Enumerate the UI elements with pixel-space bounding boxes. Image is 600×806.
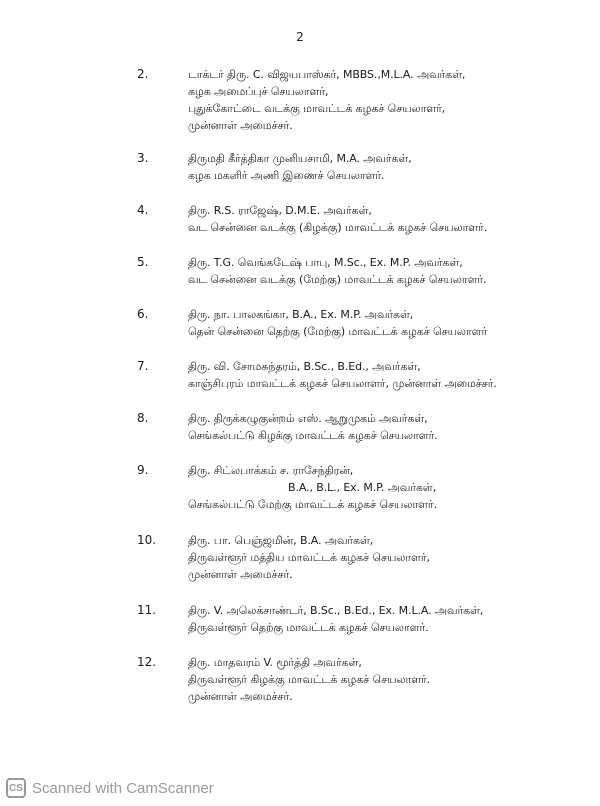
entry-list [0, 66, 600, 718]
page-number: 2 [296, 30, 304, 44]
entry-line: திரு. திருக்கழுகுன்றம் எஸ். ஆறுமுகம் அவர்கள், [188, 412, 428, 425]
list-item [0, 254, 600, 306]
entry-line: காஞ்சிபுரம் மாவட்டக் கழகச் செயலாளர், முன்னாள் அமைச்சர். [188, 377, 497, 390]
entry-line: B.A., B.L., Ex. M.P. அவர்கள், [288, 481, 437, 494]
camscanner-watermark [6, 778, 214, 798]
entry-line: திருவள்ளூர் மத்திய மாவட்டக் கழகச் செயலாளர், [188, 551, 430, 564]
entry-number: 9. [137, 463, 149, 477]
entry-number: 10. [137, 533, 157, 547]
entry-line: டாக்டர் திரு. C. விஜயபாஸ்கர், MBBS.,M.L.A. அவர்கள், [188, 68, 466, 81]
entry-number: 2. [137, 67, 149, 81]
list-item [0, 654, 600, 718]
entry-line: திரு. மாதவரம் V. மூர்த்தி அவர்கள், [188, 656, 362, 669]
entry-line: திரு. R.S. ராஜேஷ், D.M.E. அவர்கள், [188, 204, 372, 217]
entry-number: 6. [137, 307, 149, 321]
list-item [0, 602, 600, 654]
entry-line: கழக மகளிர் அணி இணைச் செயலாளர். [188, 169, 385, 182]
entry-line: திருமதி கீர்த்திகா முனியசாமி, M.A. அவர்கள், [188, 152, 412, 165]
entry-line: திரு. பா. பெஞ்ஜமின், B.A. அவர்கள், [188, 534, 374, 547]
entry-line: செங்கல்பட்டு மேற்கு மாவட்டக் கழகச் செயலாளர். [188, 498, 437, 511]
entry-number: 7. [137, 359, 149, 373]
entry-line: வட சென்னை வடக்கு (மேற்கு) மாவட்டக் கழகச் செயலாளர். [188, 273, 487, 286]
entry-line: தென் சென்னை தெற்கு (மேற்கு) மாவட்டக் கழகச் செயலாளர் [188, 325, 488, 338]
list-item [0, 358, 600, 410]
list-item [0, 410, 600, 462]
list-item [0, 306, 600, 358]
list-item [0, 150, 600, 202]
entry-line: முன்னாள் அமைச்சர். [188, 690, 293, 703]
entry-line: முன்னாள் அமைச்சர். [188, 119, 293, 132]
entry-number: 4. [137, 203, 149, 217]
entry-line: திரு. நா. பாலகங்கா, B.A., Ex. M.P. அவர்கள், [188, 308, 414, 321]
entry-line: திரு. வி. சோமசுந்தரம், B.Sc., B.Ed., அவர்கள், [188, 360, 421, 373]
camscanner-logo-icon: CS [6, 778, 26, 798]
entry-number: 3. [137, 151, 149, 165]
list-item [0, 66, 600, 130]
list-item [0, 532, 600, 602]
entry-line: திரு. V. அலெக்சாண்டர், B.Sc., B.Ed., Ex. M.L.A. அவர்கள், [188, 604, 484, 617]
list-item [0, 202, 600, 254]
entry-line: திருவள்ளூர் தெற்கு மாவட்டக் கழகச் செயலாளர். [188, 621, 429, 634]
entry-line: செங்கல்பட்டு கிழக்கு மாவட்டக் கழகச் செயலாளர். [188, 429, 438, 442]
entry-line: முன்னாள் அமைச்சர். [188, 568, 293, 581]
list-item [0, 462, 600, 532]
entry-number: 5. [137, 255, 149, 269]
watermark-text: Scanned with CamScanner [32, 779, 214, 797]
entry-line: வட சென்னை வடக்கு (கிழக்கு) மாவட்டக் கழகச் செயலாளர். [188, 221, 488, 234]
entry-line: புதுக்கோட்டை வடக்கு மாவட்டக் கழகச் செயலாளர், [188, 102, 446, 115]
entry-number: 12. [137, 655, 157, 669]
entry-line: திரு. T.G. வெங்கடேஷ் பாபு, M.Sc., Ex. M.P. அவர்கள், [188, 256, 463, 269]
entry-line: கழக அமைப்புச் செயலாளர், [188, 85, 329, 98]
entry-line: திரு. சிட்லபாக்கம் ச. ராசேந்திரன், [188, 464, 354, 477]
entry-number: 8. [137, 411, 149, 425]
entry-line: திருவள்ளூர் கிழக்கு மாவட்டக் கழகச் செயலாளர். [188, 673, 431, 686]
entry-number: 11. [137, 603, 157, 617]
